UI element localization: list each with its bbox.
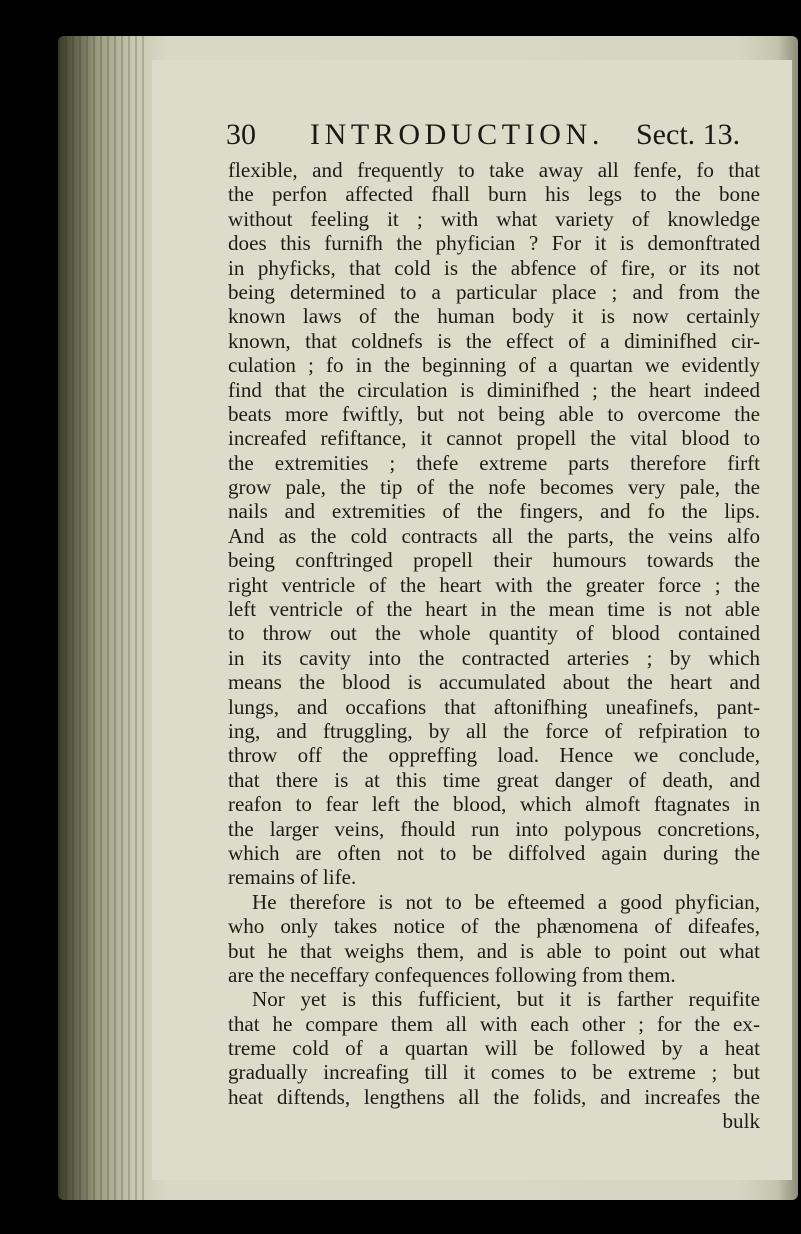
text-line: without feeling it ; with what variety of knowledge	[228, 206, 760, 231]
text-line: Nor yet is this fufficient, but it is farther requifite	[252, 987, 760, 1012]
text-line: being conftringed propell their humours towards the	[228, 548, 760, 573]
text-line: increafed refiftance, it cannot propell the vital blood to	[228, 426, 760, 451]
text-line: the perfon affected fhall burn his legs to the bone	[228, 182, 760, 207]
text-line: culation ; fo in the beginning of a quartan we evidently	[228, 353, 760, 378]
text-line: that there is at this time great danger of death, and	[228, 767, 760, 792]
text-line: He therefore is not to be efteemed a good phyfician,	[252, 889, 760, 914]
page-edges	[58, 36, 148, 1200]
body-text	[228, 158, 760, 1134]
text-line: nails and extremities of the fingers, and fo the lips.	[228, 499, 760, 524]
text-line: does this furnifh the phyfician ? For it is demonftrated	[228, 231, 760, 256]
running-header	[226, 118, 766, 158]
text-line: throw off the oppreffing load. Hence we conclude,	[228, 743, 760, 768]
text-line: being determined to a particular place ; and from the	[228, 279, 760, 304]
text-line: gradually increafing till it comes to be extreme ; but	[228, 1060, 760, 1085]
page-number: 30	[226, 118, 256, 151]
header-title: INTRODUCTION.	[310, 118, 604, 151]
text-line: lungs, and occafions that aftonifhing uneafinefs, pant-	[228, 694, 760, 719]
text-line: known, that coldnefs is the effect of a diminifhed cir-	[228, 328, 760, 353]
text-line: beats more fwiftly, but not being able to overcome the	[228, 401, 760, 426]
text-line: right ventricle of the heart with the greater force ; the	[228, 572, 760, 597]
text-line: heat diftends, lengthens all the folids, and increafes the	[228, 1084, 760, 1109]
text-line: reafon to fear left the blood, which almoft ftagnates in	[228, 792, 760, 817]
text-line: left ventricle of the heart in the mean time is not able	[228, 597, 760, 622]
text-line: are the neceffary confequences following from them.	[228, 962, 676, 987]
text-line: the extremities ; thefe extreme parts therefore firft	[228, 450, 760, 475]
text-line: known laws of the human body it is now certainly	[228, 304, 760, 329]
section-number: Sect. 13.	[636, 118, 741, 151]
text-line: the larger veins, fhould run into polypous concretions,	[228, 816, 760, 841]
text-line: that he compare them all with each other ; for the ex-	[228, 1011, 760, 1036]
text-line: to throw out the whole quantity of blood contained	[228, 621, 760, 646]
text-line: in phyficks, that cold is the abfence of fire, or its not	[228, 255, 760, 280]
text-line: means the blood is accumulated about the heart and	[228, 670, 760, 695]
text-line: And as the cold contracts all the parts, the veins alfo	[228, 523, 760, 548]
catchword: bulk	[722, 1109, 760, 1134]
text-line: flexible, and frequently to take away all fenfe, fo that	[228, 158, 760, 182]
text-line: which are often not to be diffolved again during the	[228, 840, 760, 865]
text-line: who only takes notice of the phænomena of difeafes,	[228, 914, 760, 939]
text-line: grow pale, the tip of the nofe becomes very pale, the	[228, 475, 760, 500]
text-line: treme cold of a quartan will be followed by a heat	[228, 1036, 760, 1061]
text-line: ing, and ftruggling, by all the force of refpiration to	[228, 718, 760, 743]
text-line: in its cavity into the contracted arteries ; by which	[228, 645, 760, 670]
text-line: find that the circulation is diminifhed ; the heart indeed	[228, 377, 760, 402]
text-line: remains of life.	[228, 865, 357, 890]
text-line: but he that weighs them, and is able to point out what	[228, 938, 760, 963]
